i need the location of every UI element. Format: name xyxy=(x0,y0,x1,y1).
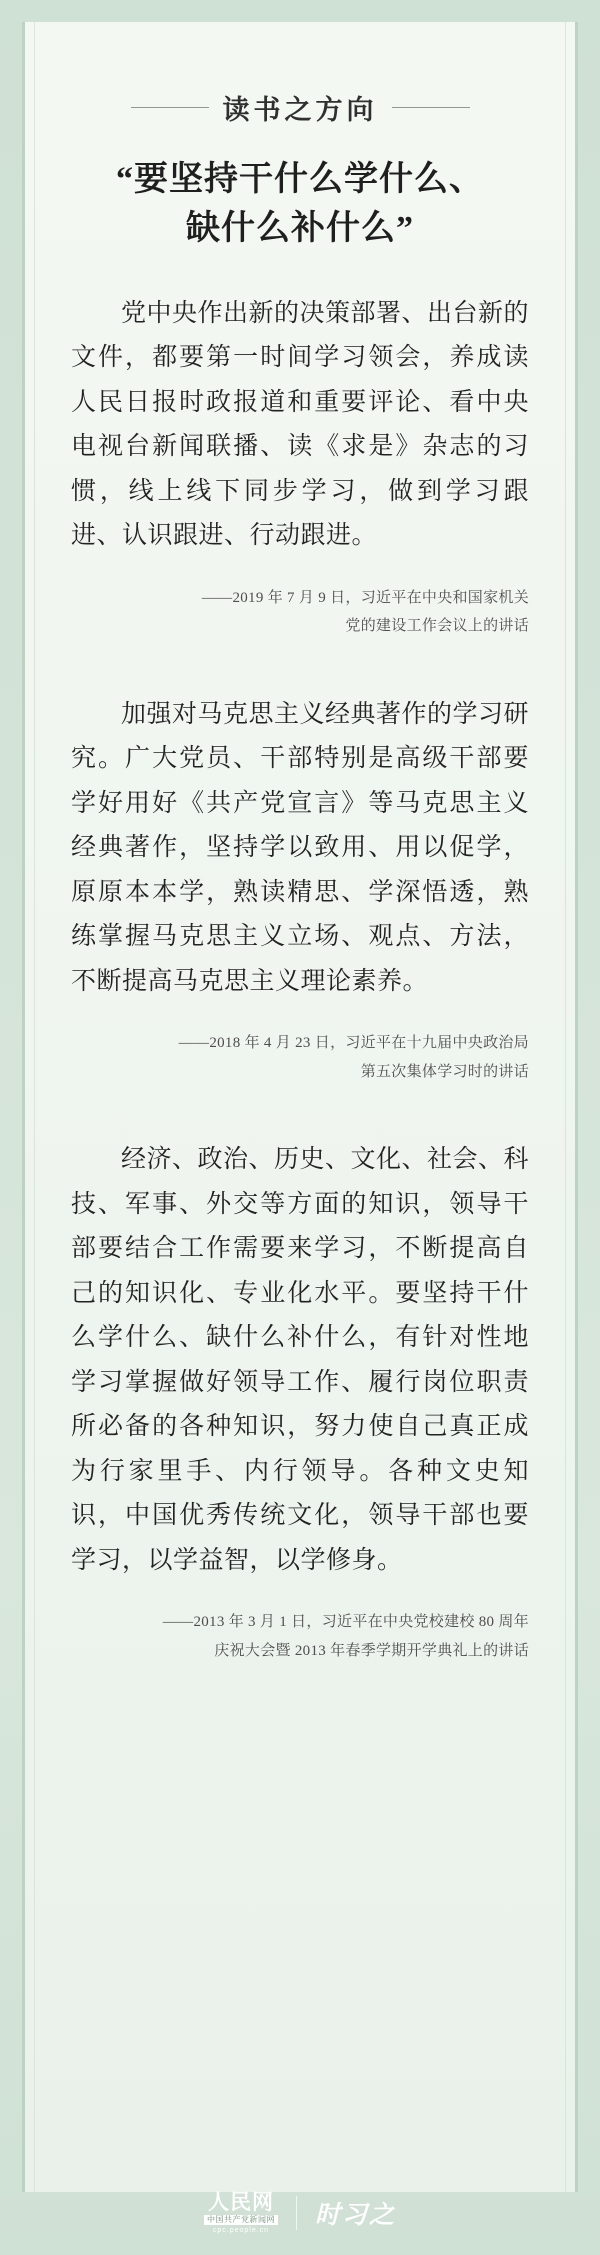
kicker-row xyxy=(71,88,529,127)
title-line-1: “要坚持干什么学什么、 xyxy=(116,161,484,198)
page-title xyxy=(71,155,529,254)
people-cn-subtitle: 中国共产党新闻网 xyxy=(204,2215,278,2225)
quote-paragraph: 党中央作出新的决策部署、出台新的文件，都要第一时间学习领会，养成读人民日报时政报道和重要评论、看中央电视台新闻联播、读《求是》杂志的习惯，线上线下同步学习，做到学习跟进、认识跟进、行动跟进。 xyxy=(71,299,530,550)
source-line-2: 庆祝大会暨 2013 年春季学期开学典礼上的讲话 xyxy=(214,1642,529,1659)
footer-branding xyxy=(0,2170,600,2255)
quote-paragraph: 经济、政治、历史、文化、社会、科技、军事、外交等方面的知识，领导干部要结合工作需要来学习，不断提高自己的知识化、专业化水平。要坚持干什么学什么、缺什么补什么，有针对性地学习掌握做好领导工作、履行岗位职责所必备的各种知识，努力使自己真正成为行家里手、内行领导。各种文史知识，中国优秀传统文化，领导干部也要学习，以学益智，以学修身。 xyxy=(71,1146,530,1574)
people-cn-url: cpc.people.cn xyxy=(212,2227,270,2235)
source-line-1: ——2013 年 3 月 1 日，习近平在中央党校建校 80 周年 xyxy=(162,1614,529,1631)
title-line-2: 缺什么补什么” xyxy=(186,210,414,248)
article-card xyxy=(22,22,578,2192)
people-cn-logo xyxy=(204,2191,278,2235)
source-line-2: 第五次集体学习时的讲话 xyxy=(360,1063,529,1080)
kicker-text: 读书之方向 xyxy=(222,95,378,125)
quote-section-2 xyxy=(71,693,529,1087)
people-cn-name: 人民网 xyxy=(207,2189,274,2214)
article-header xyxy=(71,88,529,254)
shixizhi-logo: 时习之 xyxy=(314,2201,396,2229)
quote-source xyxy=(71,1029,529,1086)
quote-section-1 xyxy=(71,292,529,641)
quote-paragraph: 加强对马克思主义经典著作的学习研究。广大党员、干部特别是高级干部要学好用好《共产党宣言》等马克思主义经典著作，坚持学以致用、用以促学，原原本本学，熟读精思、学深悟透，熟练掌握马克思主义立场、观点、方法，不断提高马克思主义理论素养。 xyxy=(71,700,530,995)
quote-section-3 xyxy=(71,1138,529,1665)
quote-source xyxy=(71,584,529,641)
source-line-2: 党的建设工作会议上的讲话 xyxy=(345,618,529,635)
quote-source xyxy=(71,1608,529,1665)
source-line-1: ——2019 年 7 月 9 日，习近平在中央和国家机关 xyxy=(201,589,529,606)
footer-divider xyxy=(296,2196,297,2230)
source-line-1: ——2018 年 4 月 23 日，习近平在十九届中央政治局 xyxy=(178,1035,529,1052)
rule-left xyxy=(131,107,209,108)
rule-right xyxy=(392,107,470,108)
